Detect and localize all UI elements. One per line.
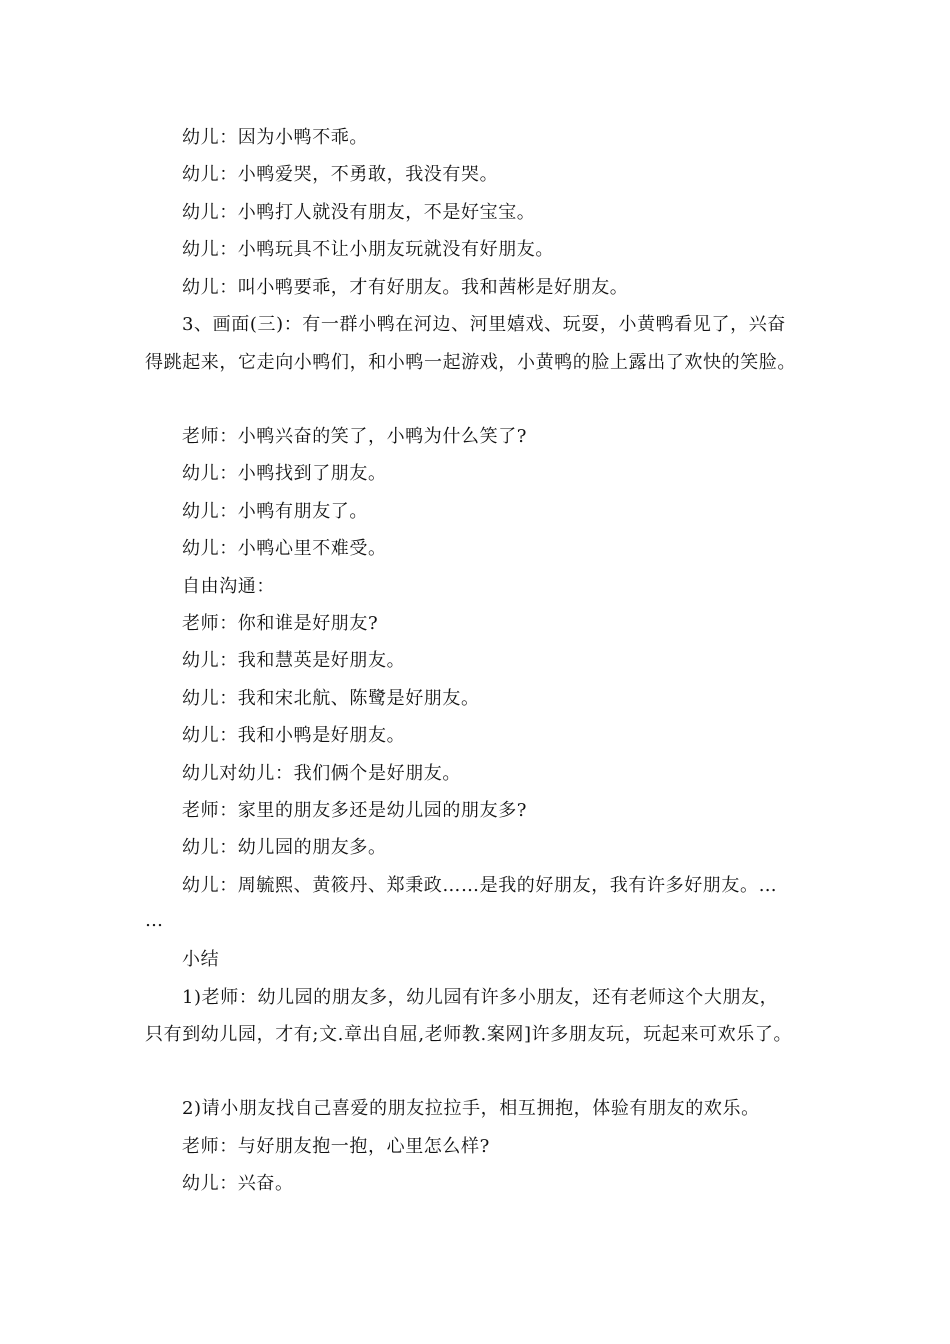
paragraph-line: 幼儿：兴奋。 (182, 1173, 294, 1194)
paragraph-line: 2)请小朋友找自己喜爱的朋友拉拉手，相互拥抱，体验有朋友的欢乐。 (182, 1098, 760, 1119)
paragraph-line: 老师：你和谁是好朋友? (182, 613, 379, 634)
paragraph-line: 老师：与好朋友抱一抱，心里怎么样? (182, 1136, 490, 1157)
paragraph-line: 只有到幼儿园，才有;文.章出自屈,老师教.案网]许多朋友玩，玩起来可欢乐了。 (145, 1024, 793, 1045)
paragraph-line: 幼儿对幼儿：我们俩个是好朋友。 (182, 763, 461, 784)
section-heading: 小结 (182, 949, 220, 970)
paragraph-line: 幼儿：因为小鸭不乖。 (182, 127, 368, 148)
paragraph-line: 得跳起来，它走向小鸭们，和小鸭一起游戏，小黄鸭的脸上露出了欢快的笑脸。 (145, 352, 796, 373)
paragraph-line: … (145, 910, 164, 931)
paragraph-line: 幼儿：幼儿园的朋友多。 (182, 837, 387, 858)
paragraph-line: 幼儿：我和宋北航、陈鹭是好朋友。 (182, 688, 480, 709)
paragraph-line: 3、画面(三)：有一群小鸭在河边、河里嬉戏、玩耍，小黄鸭看见了，兴奋 (182, 314, 786, 335)
paragraph-line: 幼儿：小鸭有朋友了。 (182, 501, 368, 522)
paragraph-line: 幼儿：周毓熙、黄筱丹、郑秉政……是我的好朋友，我有许多好朋友。… (182, 875, 778, 896)
paragraph-line: 幼儿：叫小鸭要乖，才有好朋友。我和茜彬是好朋友。 (182, 277, 629, 298)
paragraph-line: 幼儿：我和慧英是好朋友。 (182, 650, 406, 671)
paragraph-line: 1)老师：幼儿园的朋友多，幼儿园有许多小朋友，还有老师这个大朋友， (182, 987, 779, 1008)
paragraph-line: 幼儿：小鸭爱哭，不勇敢，我没有哭。 (182, 164, 499, 185)
paragraph-line: 自由沟通： (182, 576, 275, 597)
paragraph-line: 幼儿：小鸭玩具不让小朋友玩就没有好朋友。 (182, 239, 554, 260)
paragraph-line: 幼儿：小鸭找到了朋友。 (182, 463, 387, 484)
paragraph-line: 老师：家里的朋友多还是幼儿园的朋友多? (182, 800, 528, 821)
paragraph-line: 幼儿：我和小鸭是好朋友。 (182, 725, 406, 746)
paragraph-line: 老师：小鸭兴奋的笑了，小鸭为什么笑了? (182, 426, 528, 447)
paragraph-line: 幼儿：小鸭打人就没有朋友，不是好宝宝。 (182, 202, 536, 223)
paragraph-line: 幼儿：小鸭心里不难受。 (182, 538, 387, 559)
